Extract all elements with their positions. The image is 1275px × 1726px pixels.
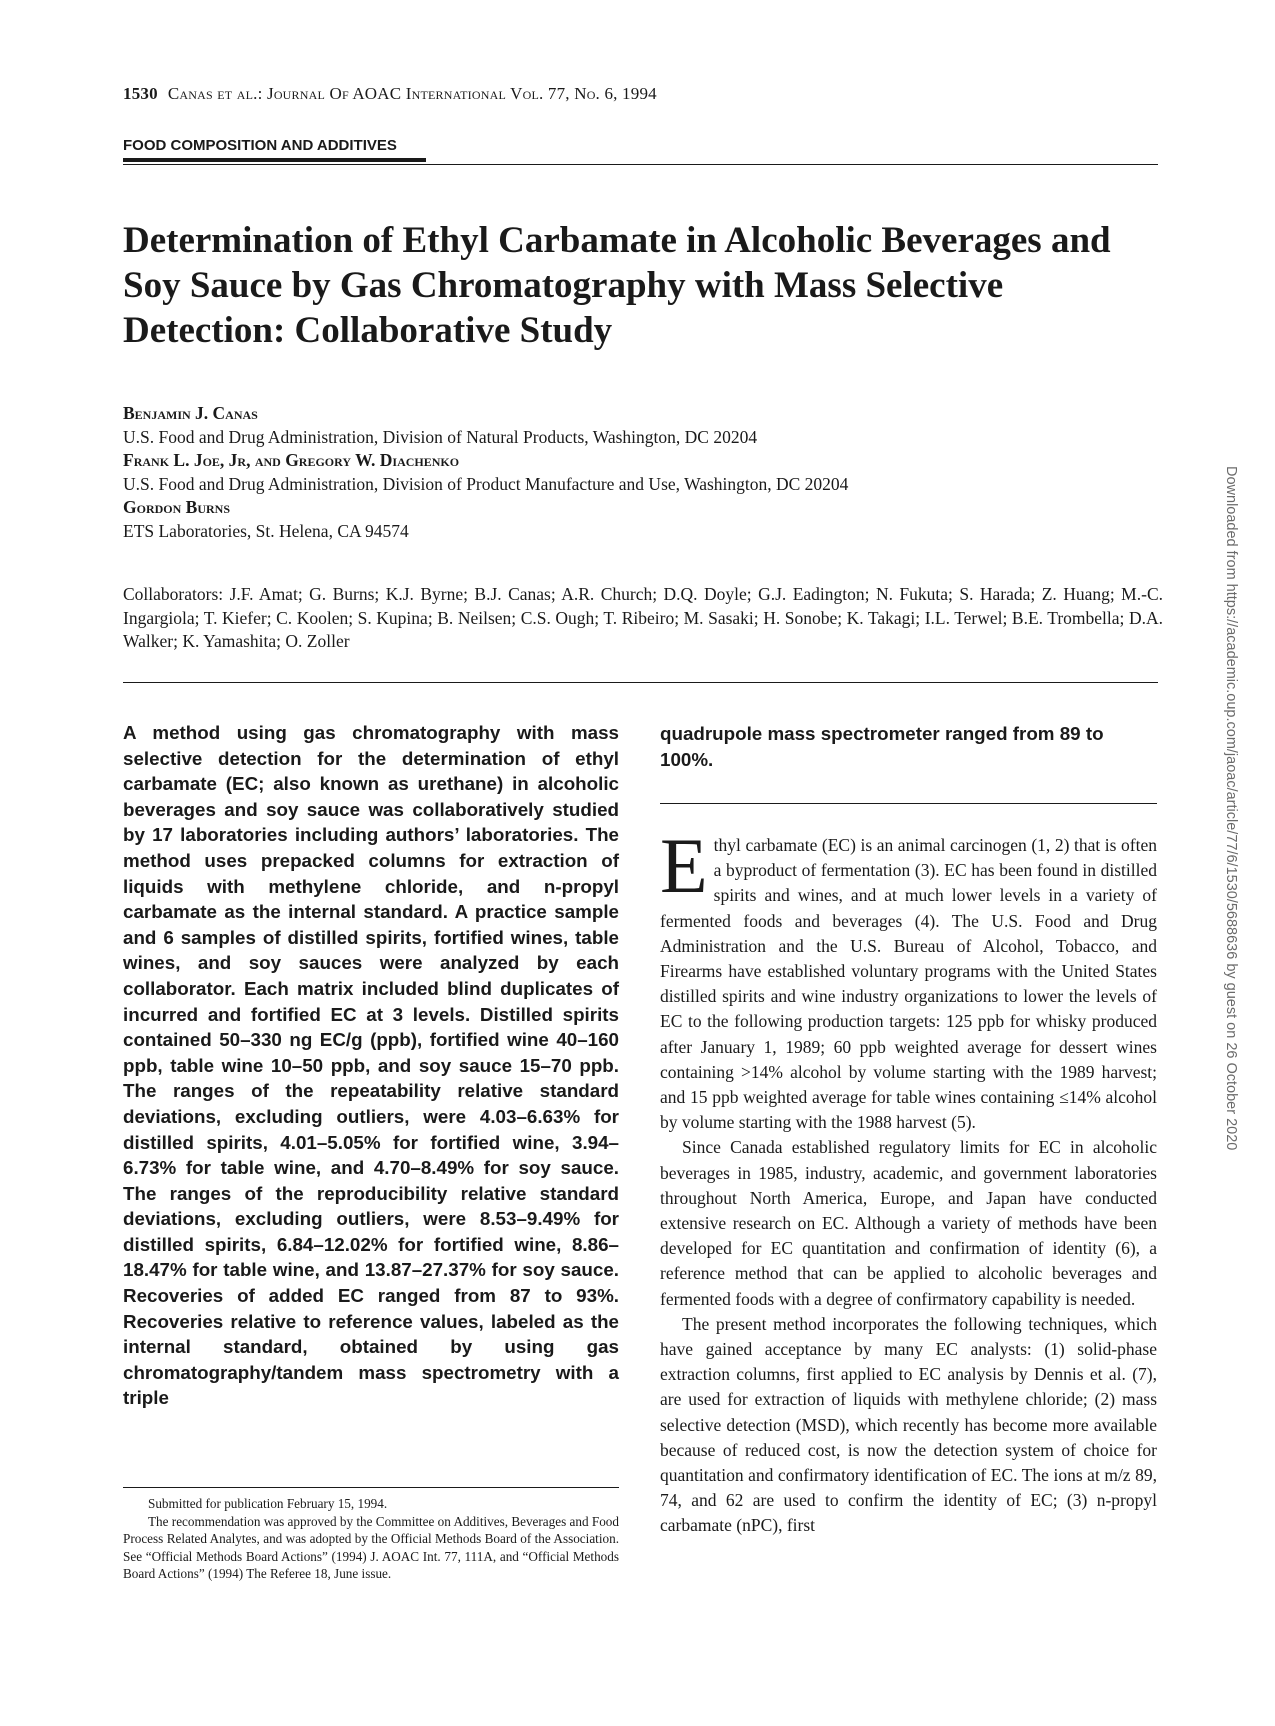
body-paragraph	[660, 822, 1157, 1135]
page-number: 1530	[123, 84, 158, 103]
footnote: The recommendation was approved by the Committee on Additives, Beverages and Food Process Related Analytes, and was adopted by the Official Methods Board of the Association. See “Official Methods Board Actions” (1994) J. AOAC Int. 77, 111A, and “Official Methods Board Actions” (1994) The Referee 18, June issue.	[123, 1513, 619, 1581]
footnotes	[123, 1495, 619, 1583]
author-affiliation: ETS Laboratories, St. Helena, CA 94574	[123, 520, 409, 541]
abstract-continuation: quadrupole mass spectrometer ranged from 89 to 100%.	[660, 723, 1104, 770]
download-watermark	[1223, 466, 1247, 1266]
download-notice: Downloaded from https://academic.oup.com/jaoac/article/77/6/1530/5688636 by guest on 26 October 2020	[1223, 466, 1239, 1151]
paragraph-text: thyl carbamate (EC) is an animal carcinogen (1, 2) that is often a byproduct of fermentation (3). EC has been found in distilled spirits and wines, and at much lower levels in a variety of fermented foods and beverages (4). The U.S. Food and Drug Administration and the U.S. Bureau of Alcohol, Tobacco, and Firearms have established voluntary programs with the United States distilled spirits and wine industry organizations to lower the levels of EC to the following production targets: 125 ppb for whisky produced after January 1, 1989; 60 ppb weighted average for dessert wines containing >14% alcohol by volume starting with the 1989 harvest; and 15 ppb weighted average for table wines containing ≤14% alcohol by volume starting with the 1988 harvest (5).	[660, 835, 1157, 1133]
abstract-text: A method using gas chromatography with mass selective detection for the determination of ethyl carbamate (EC; also known as urethane) in alcoholic beverages and soy sauce was collaboratively studied by 17 laboratories including authors’ laboratories. The method uses prepacked columns for extraction of liquids with methylene chloride, and n-propyl carbamate as the internal standard. A practice sample and 6 samples of distilled spirits, fortified wines, table wines, and soy sauces were analyzed by each collaborator. Each matrix included blind duplicates of incurred and fortified EC at 3 levels. Distilled spirits contained 50–330 ng EC/g (ppb), fortified wine 40–160 ppb, table wine 10–50 ppb, and soy sauce 15–70 ppb. The ranges of the repeatability relative standard deviations, excluding outliers, were 4.03–6.63% for distilled spirits, 4.01–5.05% for fortified wine, 3.94–6.73% for table wine, and 4.70–8.49% for soy sauce. The ranges of the reproducibility relative standard deviations, excluding outliers, were 8.53–9.49% for distilled spirits, 6.84–12.02% for fortified wine, 8.86–18.47% for table wine, and 13.87–27.37% for soy sauce. Recoveries of added EC ranged from 87 to 93%. Recoveries relative to reference values, labeled as the internal standard, obtained by using gas chromatography/tandem mass spectrometry with a triple	[123, 722, 619, 1409]
abstract-rule	[123, 682, 1158, 683]
journal-citation: Canas et al.: Journal Of AOAC International Vol. 77, No. 6, 1994	[167, 84, 657, 103]
author-block	[123, 402, 1163, 543]
header-rule	[123, 164, 1158, 165]
body-paragraph: Since Canada established regulatory limits for EC in alcoholic beverages in 1985, industry, academic, and government laboratories throughout North America, Europe, and Japan have conducted extensive research on EC. Although a variety of methods have been developed for EC quantitation and confirmation of identity (6), a reference method that can be applied to alcoholic beverages and fermented foods with a degree of confirmatory capability is needed.	[660, 1137, 1157, 1309]
article-title: Determination of Ethyl Carbamate in Alcoholic Beverages and Soy Sauce by Gas Chromatography with Mass Selective Detection: Collaborative Study	[123, 220, 1111, 351]
collaborators-list: Collaborators: J.F. Amat; G. Burns; K.J. Byrne; B.J. Canas; A.R. Church; D.Q. Doyle; G.J. Eadington; N. Fukuta; S. Harada; Z. Huang; M.-C. Ingargiola; T. Kiefer; C. Koolen; S. Kupina; B. Neilsen; C.S. Ough; T. Ribeiro; M. Sasaki; H. Sonobe; K. Takagi; I.L. Terwel; B.E. Trombella; D.A. Walker; K. Yamashita; O. Zoller	[123, 584, 1163, 651]
body-paragraph: The present method incorporates the following techniques, which have gained acceptance by many EC analysts: (1) solid-phase extraction columns, first applied to EC analysis by Dennis et al. (7), are used for extraction of liquids with methylene chloride; (2) mass selective detection (MSD), which recently has become more available because of reduced cost, is now the detection system of choice for quantitation and confirmatory identification of EC. The ions at m/z 89, 74, and 62 are used to confirm the identity of EC; (3) n-propyl carbamate (nPC), first	[660, 1313, 1157, 1536]
author-name: Gordon Burns	[123, 497, 230, 517]
author-affiliation: U.S. Food and Drug Administration, Division of Product Manufacture and Use, Washington, DC 20204	[123, 473, 849, 494]
abstract-end-rule	[660, 803, 1157, 804]
section-rule	[123, 158, 426, 162]
author-affiliation: U.S. Food and Drug Administration, Division of Natural Products, Washington, DC 20204	[123, 426, 758, 447]
section-label: FOOD COMPOSITION AND ADDITIVES	[123, 137, 397, 154]
running-head	[123, 84, 657, 104]
author-name: Frank L. Joe, Jr, and Gregory W. Diachenko	[123, 450, 460, 470]
author-name: Benjamin J. Canas	[123, 403, 258, 423]
body-text	[660, 822, 1157, 1539]
drop-cap: E	[660, 822, 708, 909]
footnote: Submitted for publication February 15, 1994.	[148, 1496, 388, 1511]
footnote-rule	[123, 1487, 619, 1488]
